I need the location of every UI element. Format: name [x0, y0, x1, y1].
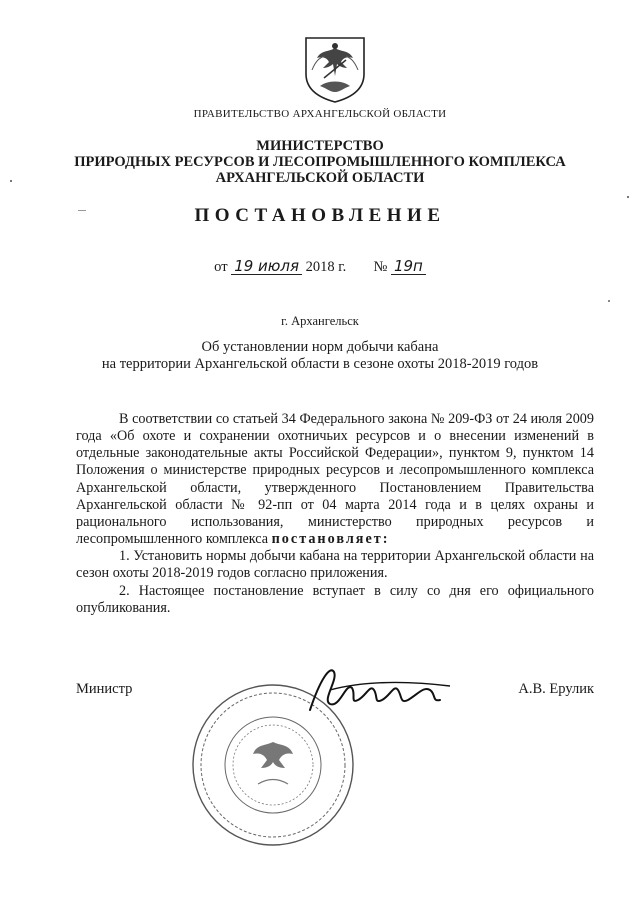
signatory-name: А.В. Ерулик [518, 681, 594, 697]
document-title: ПОСТАНОВЛЕНИЕ [194, 205, 446, 226]
document-body [76, 411, 594, 617]
city: г. Архангельск [281, 314, 359, 328]
date-year: 2018 г. [305, 259, 347, 275]
preamble-paragraph [76, 411, 594, 548]
ministry-name [0, 138, 640, 186]
coat-of-arms-emblem [302, 34, 368, 104]
date-prefix: от [214, 259, 228, 275]
handwritten-signature [300, 660, 500, 720]
preamble-text: В соответствии со статьей 34 Федерального закона № 209-ФЗ от 24 июля 2009 года «Об охоте и сохранении охотничьих ресурсов и о внесении изменений в отдельные законодательные акты Российской Федерации», пунктом 9, пунктом 14 Положения о министерстве природных ресурсов и лесопромышленного комплекса Архангельской области, утвержденного Постановлением Правительства Архангельской области № 92-пп от 04 марта 2014 года и в целях охраны и рационального использования, министерство природных ресурсов и лесопромышленного комплекса [76, 411, 594, 548]
government-name: ПРАВИТЕЛЬСТВО АРХАНГЕЛЬСКОЙ ОБЛАСТИ [193, 108, 447, 120]
signatory-position: Министр [76, 681, 133, 697]
subject-line-1: Об установлении норм добычи кабана [201, 339, 439, 355]
ministry-line-1: МИНИСТЕРСТВО [256, 138, 384, 154]
ministry-line-2: ПРИРОДНЫХ РЕСУРСОВ И ЛЕСОПРОМЫШЛЕННОГО КОМПЛЕКСА [74, 154, 566, 170]
handwritten-date: 19 июля [231, 258, 302, 275]
ministry-line-3: АРХАНГЕЛЬСКОЙ ОБЛАСТИ [215, 170, 425, 186]
handwritten-number: 19п [391, 258, 426, 275]
date-number-line [0, 258, 640, 276]
number-prefix: № [373, 259, 388, 275]
clause-1: 1. Установить нормы добычи кабана на территории Архангельской области на сезон охоты 2018-2019 годов согласно приложения. [76, 548, 594, 582]
clause-2: 2. Настоящее постановление вступает в силу со дня его официального опубликования. [76, 582, 594, 616]
resolves-keyword: постановляет: [271, 531, 390, 548]
document-subject [0, 339, 640, 373]
subject-line-2: на территории Архангельской области в сезоне охоты 2018-2019 годов [101, 356, 539, 372]
